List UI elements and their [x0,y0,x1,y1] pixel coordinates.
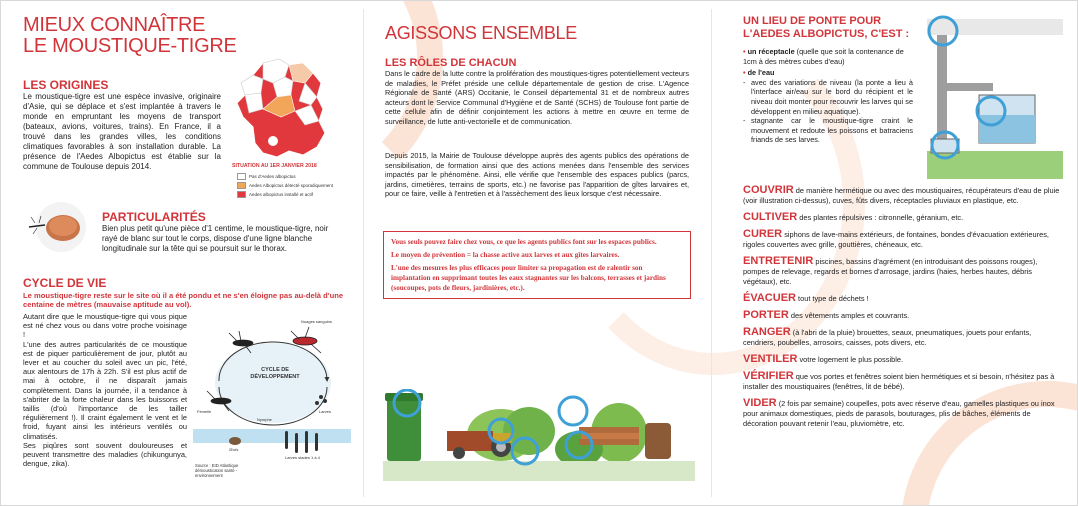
particularities-heading: PARTICULARITÉS [102,210,206,224]
action-item [743,371,1065,392]
particularities-text: Bien plus petit qu'une pièce d'1 centime, le moustique-tigre, noir rayé de blanc sur tout le corps, dispose d'une ligne blanche longitudinale sur la tête qui se poursuit sur le thorax. [102,224,329,253]
development-cycle-diagram [193,313,351,481]
action-verb: ÉVACUER [743,292,796,304]
map-caption: SITUATION AU 1ER JANVIER 2018 [232,163,317,169]
action-item [743,293,1065,304]
column-breeding-sites [721,1,1078,505]
cycle-sub-label: Nymphe [257,417,272,422]
cycle-graphic [193,313,351,481]
life-cycle-p1: Autant dire que le moustique-tigre qui vous pique est né chez vous ou dans votre proche voisinage ! [23,312,187,340]
col3-title [743,15,909,41]
action-verb: RANGER [743,326,791,338]
water-label: de l'eau [747,68,775,78]
action-item [743,256,1065,287]
action-item [743,185,1065,206]
legend-swatch-none [237,173,246,180]
prevention-actions-list [743,185,1065,429]
roles-p1: Dans le cadre de la lutte contre la prolifération des moustiques-tigres potentiellement vecteurs de maladies, le Préfet préside une cellule départementale de gestion de crise. L'Agence Régionale de Santé (ARS) Occitanie, le Conseil départemental 31 et de nombreux autres acteurs dont le Service Communal d'Hygiène et de Santé (SCHS) de Toulouse font partie de cette cellule afin de définir conjointement les actions à mettre en œuvre en terme de surveillance, de lutte anti-vectorielle et de communication. [385,69,689,126]
map-legend-item [237,173,333,180]
france-map [233,57,333,161]
alert-line-2: Le moyen de prévention = la chasse active aux larves et aux gîtes larvaires. [391,251,620,259]
legend-swatch-sporadic [237,182,246,189]
breeding-conditions [743,47,913,145]
bullet-dot: • [743,68,748,78]
origins-text: Le moustique-tigre est une espèce invasive, originaire d'Asie, qui se déplace et s'est implantée à travers le monde en empruntant les moyens de transport (bateaux, avions, voitures, trains). En France, il a trouvé dans les grandes villes, les conditions climatiques favorables à son installation durable. La présence de l'Aedes Albopictus est établie sur la commune de Toulouse depuis 2014. [23,92,221,171]
action-verb: ENTRETENIR [743,255,814,267]
origins-heading: LES ORIGINES [23,78,109,92]
action-verb: VÉRIFIER [743,370,794,382]
action-item [743,229,1065,250]
garden-illustration [383,389,695,481]
water-conditions-list [743,78,913,145]
condition-water [743,68,913,78]
action-text: que vos portes et fenêtres soient bien hermétiques et si besoin, n'hésitez pas à installer des moustiquaires (fenêtres, lit de bébé). [743,372,1055,391]
condition-receptacle [743,47,913,66]
legend-label: Aedes albopictus installé et actif [249,191,314,197]
receptacle-detail: (quelle que soit la contenance de 1cm à des mètres cubes d'eau) [743,47,904,66]
water-condition-item: - stagnante car le moustique-tigre craint le mouvement et redoute les poissons et batraciens friands de ses larves. [743,116,913,145]
action-text: piscines, bassins d'agrément (en introduisant des poissons rouges), pompes de relevage, regards et bornes d'arrosage, jardins (haies, herbes hautes, débris végétaux), etc. [743,257,1038,286]
rain-barrel-graphic [927,15,1063,179]
col1-title-line2: LE MOUSTIQUE-TIGRE [23,35,237,57]
action-verb: VIDER [743,397,777,409]
cycle-source: Source : EID Atlantique démoustication santé - environnement [195,463,239,478]
action-text: des vêtements amples et couvrants. [790,311,910,320]
column-divider [363,9,364,497]
col3-title-line1: UN LIEU DE PONTE POUR [743,15,882,27]
action-text: votre logement le plus possible. [799,355,903,364]
roles-heading: LES RÔLES DE CHACUN [385,57,517,69]
legend-swatch-installed [237,191,246,198]
col2-title: AGISSONS ENSEMBLE [385,23,577,43]
bullet-dot: • [743,47,748,56]
column-divider [711,9,712,497]
action-verb: CURER [743,228,783,240]
life-cycle-p3: Ses piqûres sont souvent douloureuses et peuvent transmettre des maladies (chikungunya, dengue, zika). [23,440,187,469]
water-condition-item: - avec des variations de niveau (la ponte a lieu à l'interface air/eau sur le bord du récipient et le niveau doit monter pour recouvrir les larves qui se développent en milieu aquatique). [743,78,913,116]
action-verb: PORTER [743,309,789,321]
action-text: (à l'abri de la pluie) brouettes, seaux, pneumatiques, jouets pour enfants, cendriers, poubelles, arrosoirs, caisses, pots divers, etc. [743,328,1032,347]
col1-title-line1: MIEUX CONNAÎTRE [23,14,206,36]
action-text: des plantes répulsives : citronnelle, géranium, etc. [799,213,964,222]
prevention-alert-box [383,231,691,299]
legend-label: Aedes Albopictus détecté sporadiquement [249,182,334,188]
map-legend-item [237,191,333,198]
action-text: siphons de lave-mains extérieurs, de fontaines, bondes d'évacuation extérieures, rigoles couvertes avec grille, gouttières, chéneaux, etc. [743,230,1049,249]
alert-line-1: Vous seuls pouvez faire chez vous, ce que les agents publics font sur les espaces publics. [391,238,657,246]
receptacle-label: un réceptacle [747,47,795,56]
action-item [743,212,1065,223]
cycle-sub-label: Œufs [229,447,239,452]
life-cycle-heading: CYCLE DE VIE [23,276,107,290]
map-legend [237,173,333,200]
coin-mosquito-icon [25,201,89,253]
legend-label: Pas d'Aedes albopictus [249,173,296,179]
roles-p2: Depuis 2015, la Mairie de Toulouse développe auprès des agents publics des opérations de sensibilisation, de formation ainsi que des actions menées dans l'ensemble des services impactés par le phénomène. Ainsi, elle vérifie que l'ensemble des espaces publics (parcs, jardins, cimetières, terrains de sports, etc.) ne favorise pas l'apparition de gîtes larvaires et, pour ce faire, veille à l'entretien et à l'assèchement des lieux lorsque c'est nécessaire. [385,151,689,199]
life-cycle-text [23,312,187,468]
alert-line-3: L'une des mesures les plus efficaces pour limiter sa propagation est de ralentir son implantation en supprimant toutes les eaux stagnantes sur les balcons, terrasses et jardins (soucoupes, pots de fleurs, jardinières, etc.). [391,264,666,292]
col3-title-line2: L'AEDES ALBOPICTUS, C'EST : [743,28,910,40]
action-text: de manière hermétique ou avec des moustiquaires, récupérateurs d'eau de pluie (voir illustration ci-dessus), cuves, fûts divers, réceptacles pluviaux en plastique, etc. [743,186,1060,205]
cycle-label: CYCLE DE DÉVELOPPEMENT [250,367,300,380]
coin-illustration [25,201,89,253]
action-item [743,327,1065,348]
action-text: (2 fois par semaine) coupelles, pots avec réserve d'eau, gamelles plastiques ou inox pour animaux domestiques, pieds de parasols, bouturages, plis de bâches, éléments de décoration pouvant retenir l'eau, pluviomètre, etc. [743,399,1055,428]
column-mosquito-info [1,1,359,505]
map-legend-item [237,182,333,189]
col1-title [23,15,237,57]
action-item [743,354,1065,365]
cycle-sub-label: Larves stades 1 à 4 [285,455,320,460]
action-verb: VENTILER [743,353,798,365]
column-act-together [369,1,699,505]
life-cycle-highlight: Le moustique-tigre reste sur le site où il a été pondu et ne s'en éloigne pas au-delà d'une centaine de mètres (mauvaise aptitude au vol). [23,291,344,309]
cycle-sub-label: Fémelle [197,409,212,414]
garden-graphic [383,389,695,481]
france-map-graphic [233,57,333,161]
action-verb: COUVRIR [743,184,794,196]
cycle-sub-label: Larves [319,409,332,414]
action-text: tout type de déchets ! [798,294,869,303]
action-item [743,398,1065,429]
action-verb: CULTIVER [743,211,798,223]
action-item [743,310,1065,321]
cycle-sub-label: Nuages sanguins [301,319,332,324]
life-cycle-p2: L'une des autres particularités de ce moustique est de piquer particulièrement de jour, plutôt au lever et au coucher du soleil avec un pic, l'été, aux alentours de 17h à 22h. S'il est plus actif de mai à octobre, il ne disparaît jamais complètement. Dans la journée, il a tendance à s'abriter de la forte chaleur dans les buissons et taillis (d'où l'importance de les tailler régulièrement !). Il craint également le vent et le froid, fuyant ainsi les intérieurs ventilés ou climatisés. [23,339,187,441]
rain-barrel-illustration [927,15,1063,179]
